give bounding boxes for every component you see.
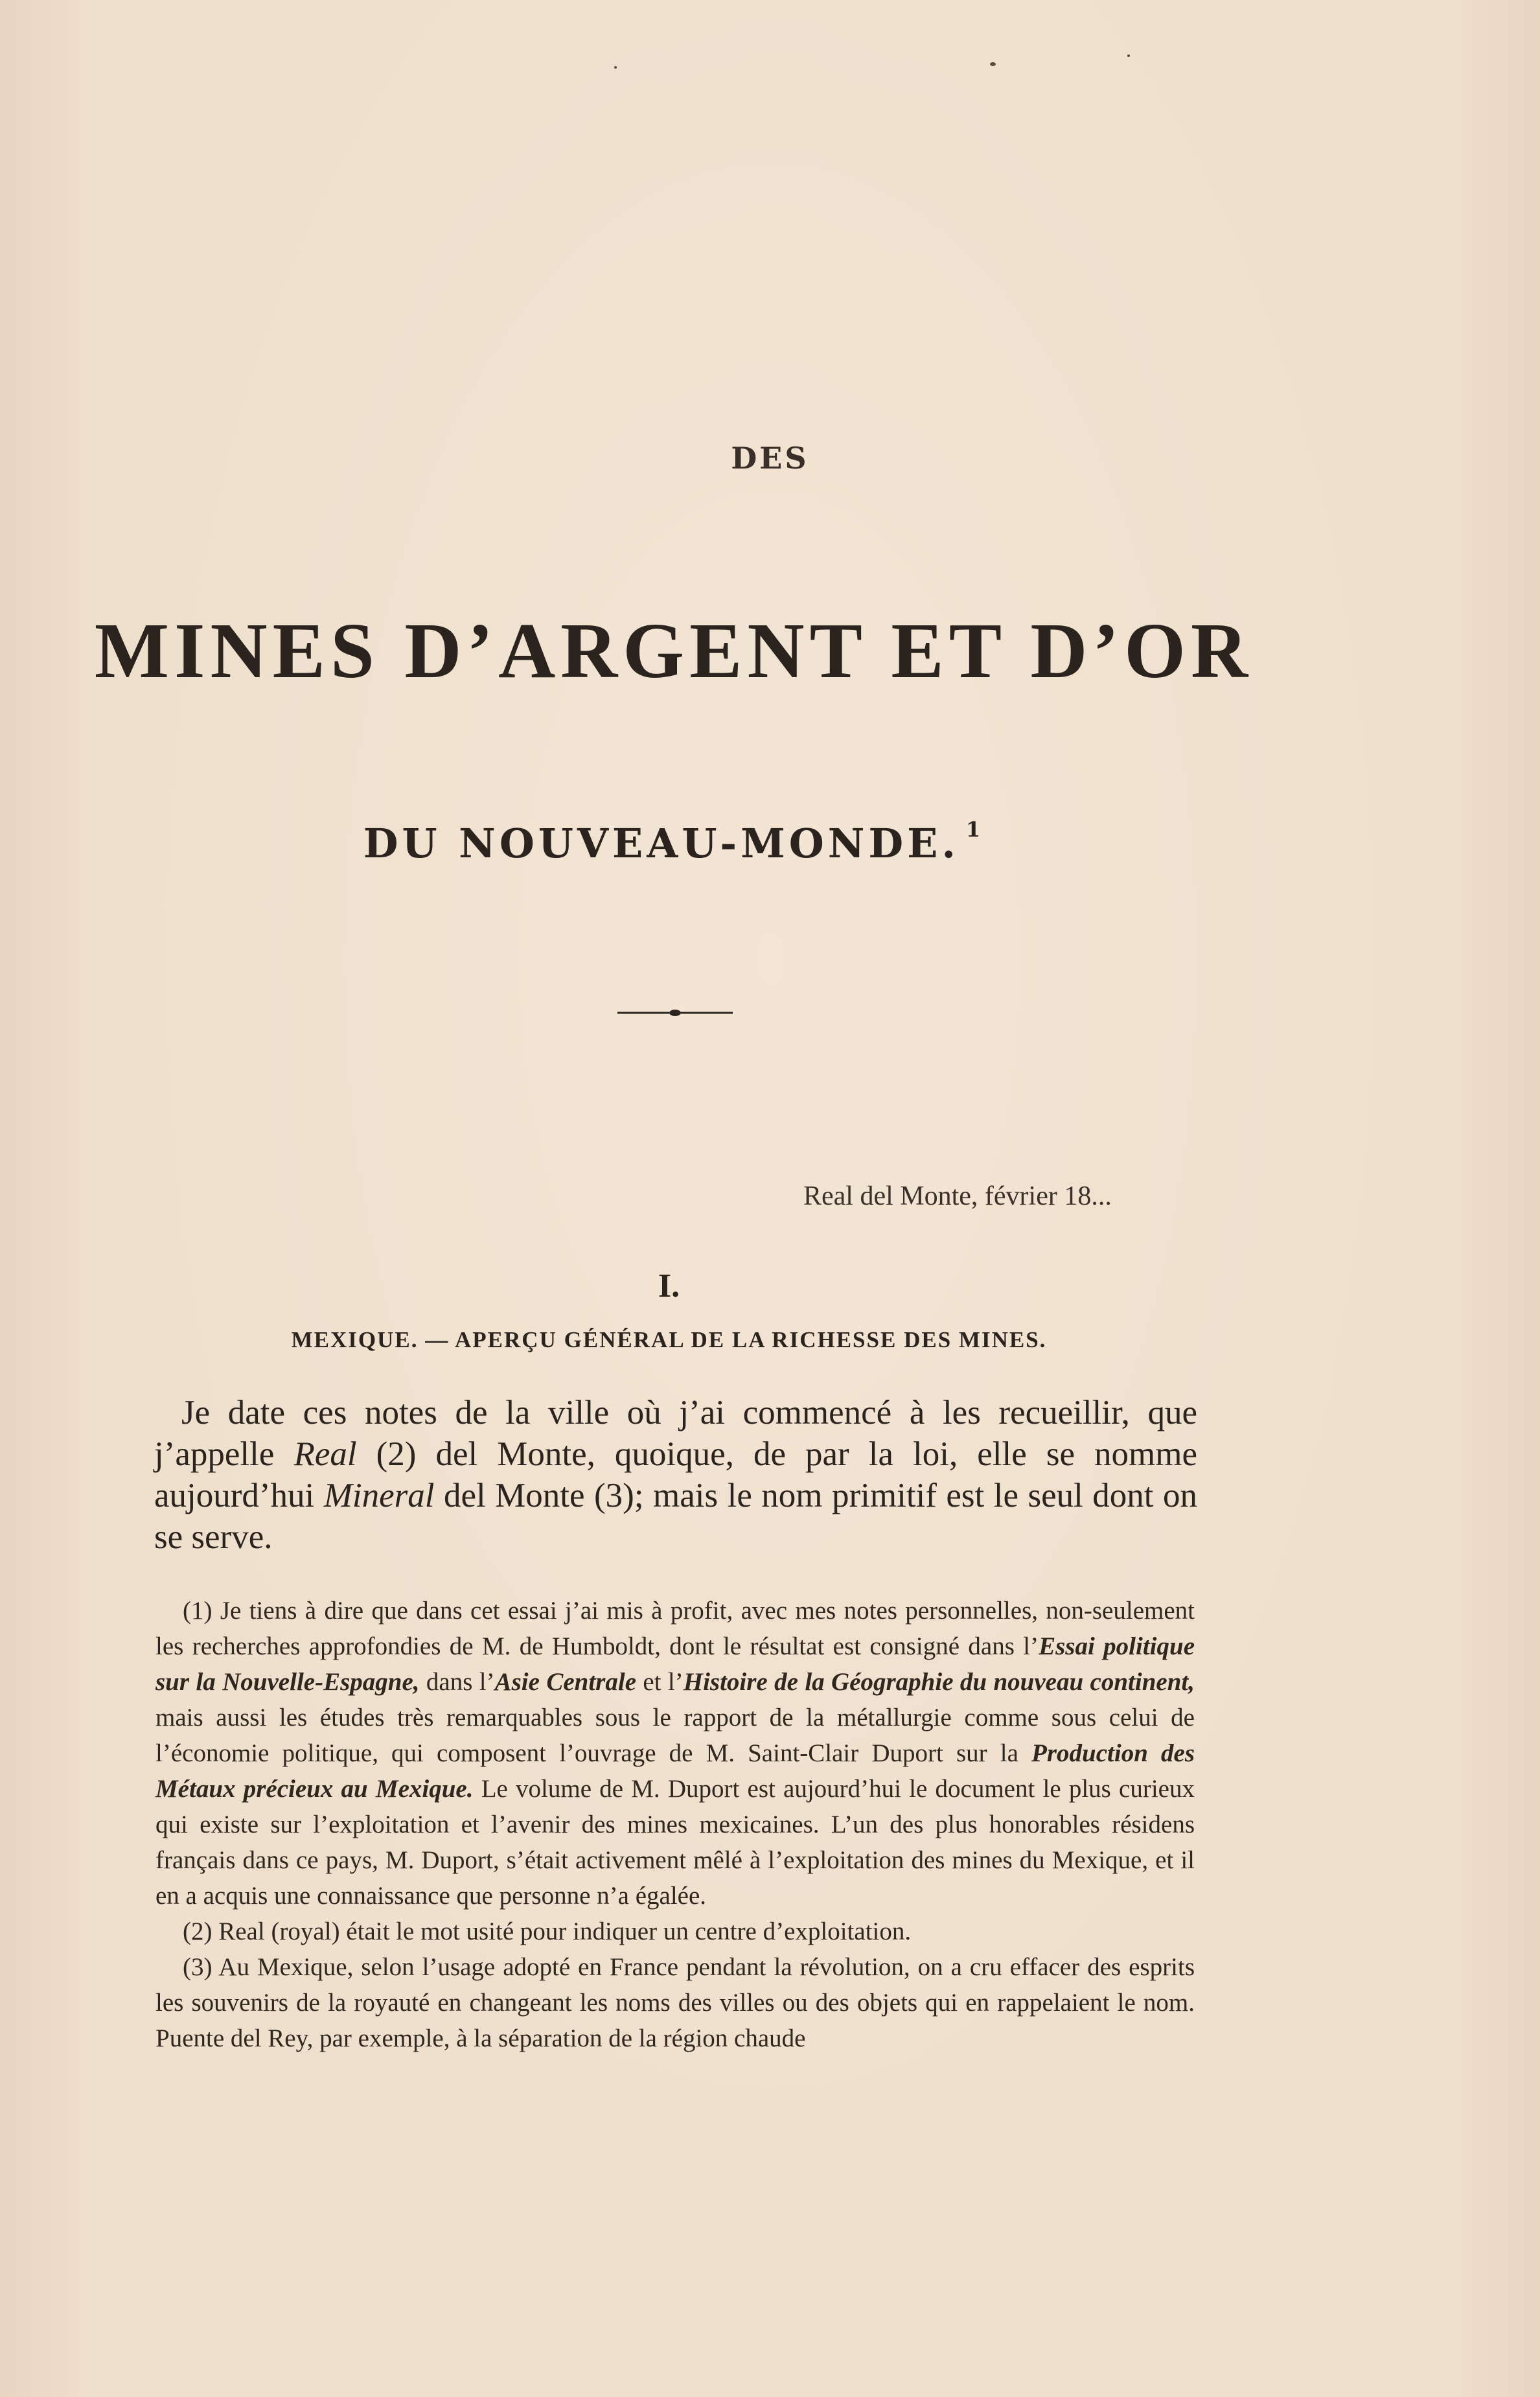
paper-speck [990, 62, 996, 66]
footnote-marker: 1 [966, 817, 985, 842]
footnote-text: dans l’ [419, 1668, 495, 1696]
footnote-3: (3) Au Mexique, selon l’usage adopté en France pendant la révolution, on a cru effacer des esprits les souvenirs de la royauté en changeant les noms des villes ou des objets qui en rappelaient le nom. Puente del Rey, par exemple, à la séparation de la région chaude [155, 1953, 1195, 2052]
footnote-title-essai: Essai politique sur la Nouvelle-Espagne, [155, 1632, 1195, 1696]
footnote-text: mais aussi les études très remarquables sous le rapport de la métallurgie comme sous celui de l’économie politique, qui composent l’ouvrage de M. Saint-Clair Duport sur la [155, 1704, 1195, 1767]
footnote-text: (1) Je tiens à dire que dans cet essai j’ai mis à profit, avec mes notes personnelles, non-seulement les recherches approfondies de M. de Humboldt, dont le résultat est consigné dans l’ [155, 1597, 1195, 1660]
main-title: MINES D’ARGENT ET D’OR [94, 607, 1254, 695]
footnote-title-histoire: Histoire de la Géographie du nouveau continent, [683, 1668, 1195, 1696]
body-text-segment: (2) del Monte, quoique, de par la loi, elle se nomme aujourd’hui [154, 1435, 1197, 1514]
paper-speck [1127, 54, 1130, 57]
body-italic-mineral: Mineral [323, 1477, 435, 1514]
subtitle [0, 817, 1348, 867]
footnote-2: (2) Real (royal) était le mot usité pour indiquer un centre d’exploitation. [183, 1917, 912, 1945]
body-text-segment: Je date ces notes de la ville où j’ai commencé à les recueillir, que j’appelle [154, 1394, 1197, 1473]
paper-speck [614, 66, 617, 69]
footnotes [155, 1593, 1195, 2056]
footnote-1 [155, 1593, 1195, 1914]
footnote-text: Le volume de M. Duport est aujourd’hui le document le plus curieux qui existe sur l’exploitation et l’avenir des mines mexicaines. L’un des plus honorables résidens français dans ce pays, M. Duport, s’était activement mêlé à l’exploitation des mines du Mexique, et il en a acquis une connaissance que personne n’a égalée. [155, 1775, 1195, 1910]
footnote-text: et l’ [636, 1668, 684, 1696]
footnote-title-production: Production des Métaux précieux au Mexique. [155, 1739, 1195, 1803]
section-title: MEXIQUE. — APERÇU GÉNÉRAL DE LA RICHESSE DES MINES. [291, 1327, 1047, 1352]
pre-title: DES [731, 441, 809, 476]
body-italic-real: Real [293, 1435, 357, 1473]
ornament-divider [617, 1003, 733, 1023]
dateline: Real del Monte, février 18... [803, 1181, 1112, 1211]
section-number: I. [658, 1268, 680, 1304]
subtitle-text: DU NOUVEAU-MONDE. [363, 820, 960, 867]
footnote-title-asie: Asie Centrale [494, 1668, 636, 1696]
body-paragraph [154, 1392, 1197, 1558]
body-text-segment: del Monte (3); mais le nom primitif est le seul dont on se serve. [154, 1477, 1197, 1556]
